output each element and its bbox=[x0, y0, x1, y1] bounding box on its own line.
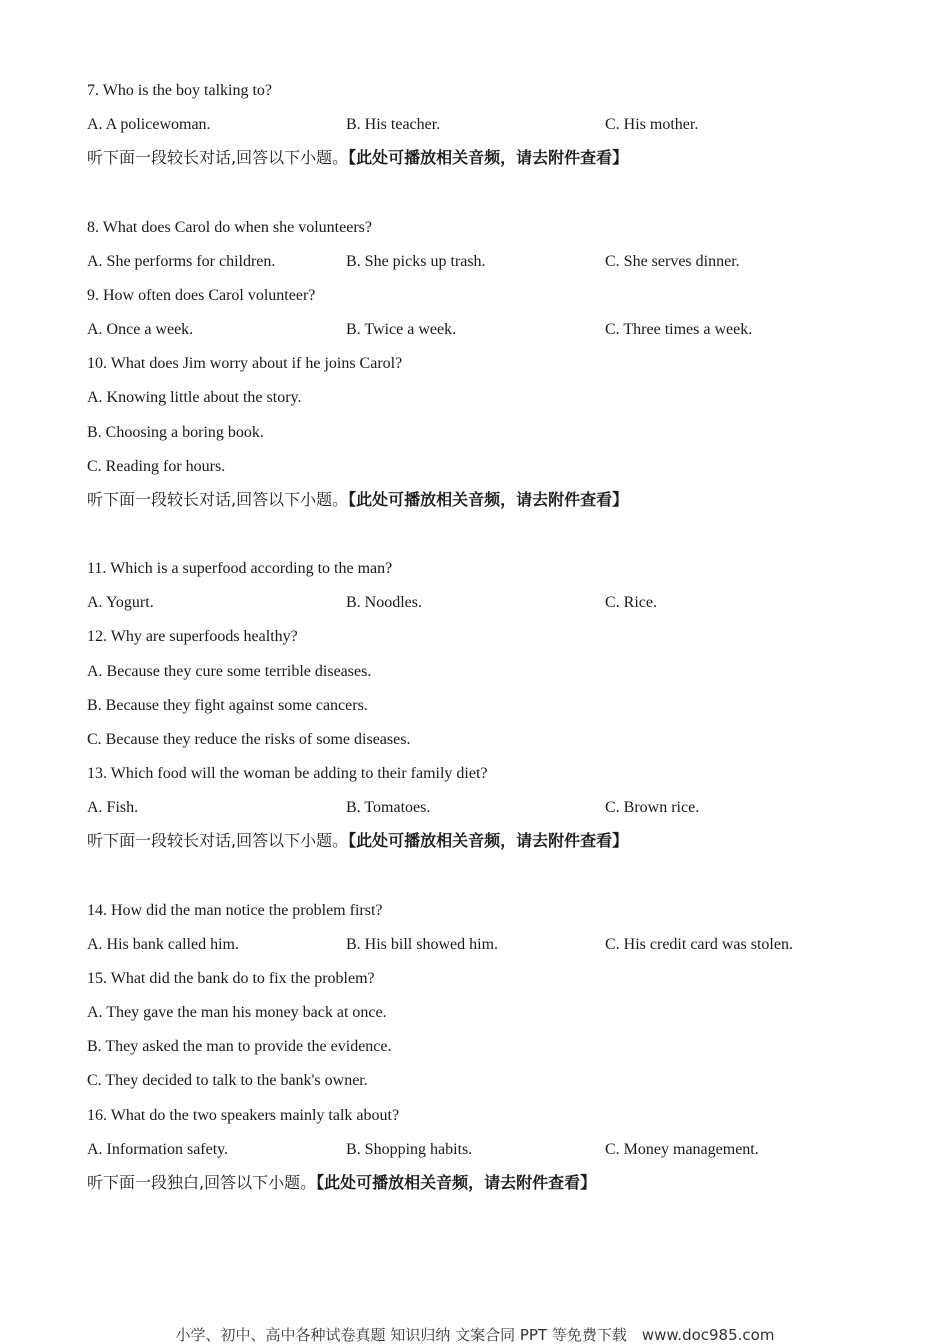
question-8: 8. What does Carol do when she volunteers? bbox=[87, 219, 372, 236]
option-16a: A. Information safety. bbox=[87, 1141, 229, 1158]
option-14c: C. His credit card was stolen. bbox=[605, 936, 793, 953]
question-15: 15. What did the bank do to fix the problem? bbox=[87, 970, 375, 987]
option-16c: C. Money management. bbox=[605, 1141, 759, 1158]
option-11c: C. Rice. bbox=[605, 594, 657, 611]
listening-instruction bbox=[87, 490, 628, 510]
option-12b: B. Because they fight against some cancers. bbox=[87, 697, 368, 714]
option-11b: B. Noodles. bbox=[346, 594, 422, 611]
option-9b: B. Twice a week. bbox=[346, 321, 457, 338]
option-12c: C. Because they reduce the risks of some diseases. bbox=[87, 731, 411, 748]
option-10a: A. Knowing little about the story. bbox=[87, 389, 302, 406]
option-8c: C. She serves dinner. bbox=[605, 253, 740, 270]
instruction-text: 听下面一段较长对话,回答以下小题。 bbox=[87, 148, 349, 167]
question-14: 14. How did the man notice the problem first? bbox=[87, 902, 383, 919]
question-10: 10. What does Jim worry about if he joins Carol? bbox=[87, 355, 403, 372]
instruction-text: 听下面一段较长对话,回答以下小题。 bbox=[87, 490, 349, 509]
question-13: 13. Which food will the woman be adding to their family diet? bbox=[87, 765, 488, 782]
option-14a: A. His bank called him. bbox=[87, 936, 239, 953]
option-10b: B. Choosing a boring book. bbox=[87, 424, 264, 441]
option-15c: C. They decided to talk to the bank's owner. bbox=[87, 1072, 368, 1089]
option-7c: C. His mother. bbox=[605, 116, 699, 133]
listening-instruction bbox=[87, 831, 628, 851]
option-8a: A. She performs for children. bbox=[87, 253, 276, 270]
audio-note: 【此处可播放相关音频，请去附件查看】 bbox=[348, 831, 629, 850]
option-7a: A. A policewoman. bbox=[87, 116, 211, 133]
question-11: 11. Which is a superfood according to the man? bbox=[87, 560, 393, 577]
audio-note: 【此处可播放相关音频，请去附件查看】 bbox=[348, 148, 629, 167]
option-9c: C. Three times a week. bbox=[605, 321, 753, 338]
option-7b: B. His teacher. bbox=[346, 116, 441, 133]
option-13a: A. Fish. bbox=[87, 799, 139, 816]
option-9a: A. Once a week. bbox=[87, 321, 194, 338]
option-11a: A. Yogurt. bbox=[87, 594, 154, 611]
option-12a: A. Because they cure some terrible diseases. bbox=[87, 663, 372, 680]
option-15a: A. They gave the man his money back at once. bbox=[87, 1004, 387, 1021]
option-13b: B. Tomatoes. bbox=[346, 799, 431, 816]
option-10c: C. Reading for hours. bbox=[87, 458, 226, 475]
question-16: 16. What do the two speakers mainly talk about? bbox=[87, 1107, 400, 1124]
option-13c: C. Brown rice. bbox=[605, 799, 700, 816]
instruction-text: 听下面一段较长对话,回答以下小题。 bbox=[87, 831, 349, 850]
option-16b: B. Shopping habits. bbox=[346, 1141, 473, 1158]
option-8b: B. She picks up trash. bbox=[346, 253, 486, 270]
question-12: 12. Why are superfoods healthy? bbox=[87, 628, 298, 645]
listening-instruction bbox=[87, 148, 628, 168]
question-7: 7. Who is the boy talking to? bbox=[87, 82, 273, 99]
instruction-text: 听下面一段独白,回答以下小题。 bbox=[87, 1173, 317, 1192]
listening-instruction bbox=[87, 1173, 596, 1193]
question-9: 9. How often does Carol volunteer? bbox=[87, 287, 316, 304]
audio-note: 【此处可播放相关音频，请去附件查看】 bbox=[316, 1173, 597, 1192]
option-14b: B. His bill showed him. bbox=[346, 936, 499, 953]
page-footer: 小学、初中、高中各种试卷真题 知识归纳 文案合同 PPT 等免费下载 www.doc985.com bbox=[175, 1326, 775, 1344]
option-15b: B. They asked the man to provide the evidence. bbox=[87, 1038, 392, 1055]
audio-note: 【此处可播放相关音频，请去附件查看】 bbox=[348, 490, 629, 509]
